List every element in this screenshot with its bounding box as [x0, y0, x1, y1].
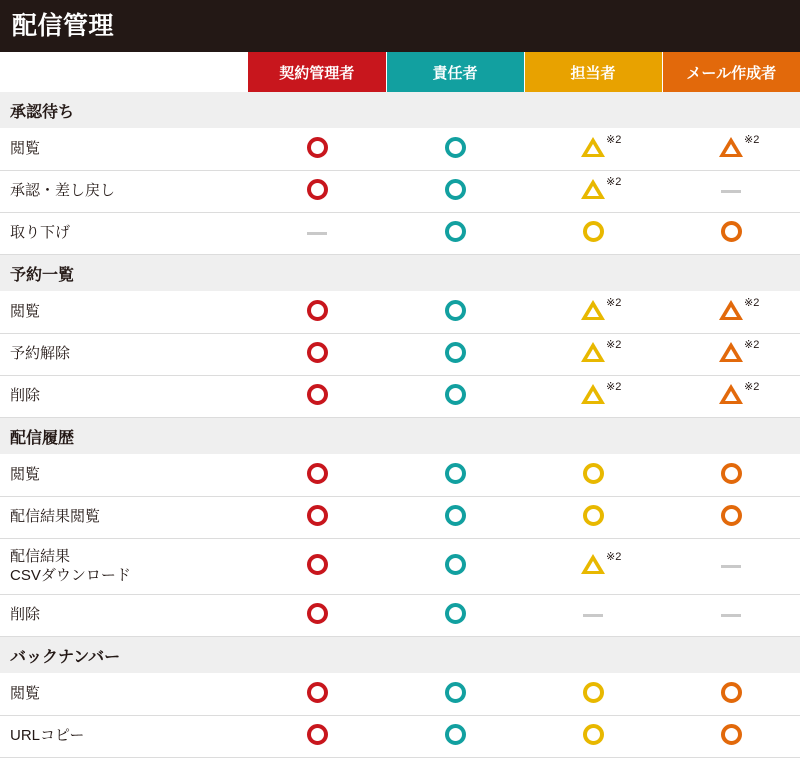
circle-icon [445, 603, 466, 624]
permission-mark [307, 384, 328, 409]
circle-icon [307, 463, 328, 484]
permission-mark [719, 381, 760, 408]
circle-icon [721, 682, 742, 703]
permission-mark [445, 724, 466, 749]
permission-cell [524, 716, 662, 758]
circle-icon [721, 505, 742, 526]
permission-mark [719, 297, 760, 324]
permission-mark [445, 137, 466, 162]
permission-cell [248, 292, 386, 334]
permission-mark [721, 221, 742, 246]
permission-mark [307, 724, 328, 749]
circle-icon [445, 554, 466, 575]
permission-mark [583, 221, 604, 246]
permission-mark [445, 554, 466, 579]
table-row [0, 334, 800, 376]
page-title: 配信管理 [12, 11, 115, 40]
circle-icon [307, 179, 328, 200]
permission-cell [662, 376, 800, 418]
permission-cell [248, 455, 386, 497]
permission-mark [307, 179, 328, 204]
footnote-marker: ※2 [606, 176, 622, 188]
circle-icon [307, 137, 328, 158]
permission-mark [721, 184, 741, 200]
permission-cell [662, 129, 800, 171]
permission-mark [721, 682, 742, 707]
permission-mark [721, 463, 742, 488]
table-row [0, 292, 800, 334]
permission-mark [581, 134, 622, 161]
circle-icon [721, 724, 742, 745]
permission-mark [445, 342, 466, 367]
table-row [0, 171, 800, 213]
permission-cell [248, 334, 386, 376]
circle-icon [445, 505, 466, 526]
circle-icon [445, 463, 466, 484]
section-title: 承認待ち [0, 92, 800, 129]
permission-cell [386, 455, 524, 497]
column-header-blank [0, 52, 248, 92]
permission-mark [445, 505, 466, 530]
permission-mark [307, 342, 328, 367]
circle-icon [445, 682, 466, 703]
permission-cell [248, 376, 386, 418]
permission-mark [583, 608, 603, 624]
permission-cell [386, 292, 524, 334]
permission-mark [581, 176, 622, 203]
permission-mark [445, 221, 466, 246]
permission-cell [524, 292, 662, 334]
circle-icon [445, 342, 466, 363]
permission-cell [386, 674, 524, 716]
table-header-row [0, 52, 800, 92]
permission-mark [583, 682, 604, 707]
circle-icon [445, 137, 466, 158]
row-label: 配信結果閲覧 [0, 497, 248, 539]
permission-cell [386, 213, 524, 255]
permission-cell [386, 595, 524, 637]
section-header-row [0, 255, 800, 292]
section-header-row [0, 418, 800, 455]
circle-icon [307, 682, 328, 703]
permission-cell [386, 129, 524, 171]
circle-icon [583, 463, 604, 484]
table-row [0, 376, 800, 418]
permission-cell [248, 171, 386, 213]
circle-icon [307, 603, 328, 624]
permission-cell [524, 674, 662, 716]
footnote-marker: ※2 [744, 134, 760, 146]
row-label: 配信結果 CSVダウンロード [0, 539, 248, 595]
triangle-icon [719, 342, 743, 362]
dash-icon [721, 614, 741, 617]
permission-mark [581, 551, 622, 578]
permission-cell [386, 376, 524, 418]
triangle-icon [581, 384, 605, 404]
permission-cell [524, 171, 662, 213]
permission-mark [445, 300, 466, 325]
permission-cell [248, 539, 386, 595]
footnote-marker: ※2 [744, 297, 760, 309]
permission-mark [583, 463, 604, 488]
section-title: 予約一覧 [0, 255, 800, 292]
triangle-icon [719, 384, 743, 404]
circle-icon [307, 554, 328, 575]
permission-mark [307, 300, 328, 325]
permission-mark [307, 554, 328, 579]
table-row [0, 674, 800, 716]
row-label: 閲覧 [0, 129, 248, 171]
permission-mark [445, 384, 466, 409]
permission-cell [524, 213, 662, 255]
column-header-manager: 責任者 [386, 52, 524, 92]
circle-icon [721, 221, 742, 242]
table-row [0, 213, 800, 255]
permission-cell [386, 171, 524, 213]
triangle-icon [719, 137, 743, 157]
permission-cell [662, 674, 800, 716]
permission-mark [583, 724, 604, 749]
permission-mark [721, 505, 742, 530]
circle-icon [721, 463, 742, 484]
footnote-marker: ※2 [744, 381, 760, 393]
permission-cell [662, 455, 800, 497]
circle-icon [583, 682, 604, 703]
permission-matrix-table [0, 52, 800, 758]
dash-icon [721, 190, 741, 193]
permission-mark [307, 463, 328, 488]
row-label: 予約解除 [0, 334, 248, 376]
column-header-contract-admin: 契約管理者 [248, 52, 386, 92]
row-label: 削除 [0, 595, 248, 637]
permission-cell [386, 539, 524, 595]
footnote-marker: ※2 [744, 339, 760, 351]
permission-cell [248, 497, 386, 539]
column-header-mail-creator: メール作成者 [662, 52, 800, 92]
section-title: 配信履歴 [0, 418, 800, 455]
permission-mark [307, 603, 328, 628]
circle-icon [445, 221, 466, 242]
permission-mark [719, 134, 760, 161]
row-label: 削除 [0, 376, 248, 418]
footnote-marker: ※2 [606, 297, 622, 309]
dash-icon [721, 565, 741, 568]
permission-cell [386, 497, 524, 539]
permission-cell [524, 455, 662, 497]
circle-icon [583, 505, 604, 526]
triangle-icon [581, 137, 605, 157]
permission-cell [662, 595, 800, 637]
table-header [0, 52, 800, 92]
permission-cell [662, 171, 800, 213]
permission-cell [524, 595, 662, 637]
permission-cell [662, 716, 800, 758]
permission-cell [524, 497, 662, 539]
circle-icon [307, 724, 328, 745]
triangle-icon [581, 300, 605, 320]
permission-mark [307, 505, 328, 530]
table-row [0, 455, 800, 497]
circle-icon [445, 724, 466, 745]
permission-mark [445, 179, 466, 204]
dash-icon [307, 232, 327, 235]
permission-cell [662, 292, 800, 334]
footnote-marker: ※2 [606, 339, 622, 351]
permission-cell [386, 716, 524, 758]
permission-mark [719, 339, 760, 366]
row-label: 閲覧 [0, 292, 248, 334]
permission-cell [248, 129, 386, 171]
table-row [0, 595, 800, 637]
circle-icon [307, 342, 328, 363]
row-label: 承認・差し戻し [0, 171, 248, 213]
circle-icon [307, 384, 328, 405]
triangle-icon [581, 179, 605, 199]
table-row [0, 539, 800, 595]
row-label: 閲覧 [0, 674, 248, 716]
footnote-marker: ※2 [606, 134, 622, 146]
permission-cell [662, 539, 800, 595]
permission-mark [445, 603, 466, 628]
permission-cell [662, 213, 800, 255]
permission-cell [524, 129, 662, 171]
permission-cell [248, 674, 386, 716]
permission-mark [721, 724, 742, 749]
permission-cell [248, 595, 386, 637]
permission-cell [524, 539, 662, 595]
circle-icon [307, 300, 328, 321]
row-label: URLコピー [0, 716, 248, 758]
permission-cell [386, 334, 524, 376]
table-row [0, 497, 800, 539]
footnote-marker: ※2 [606, 551, 622, 563]
permission-mark [445, 682, 466, 707]
section-header-row [0, 92, 800, 129]
row-label: 取り下げ [0, 213, 248, 255]
section-header-row [0, 637, 800, 674]
permission-mark [721, 608, 741, 624]
permission-cell [524, 334, 662, 376]
permission-mark [581, 297, 622, 324]
permission-cell [248, 213, 386, 255]
triangle-icon [581, 342, 605, 362]
circle-icon [445, 384, 466, 405]
circle-icon [583, 221, 604, 242]
row-label: 閲覧 [0, 455, 248, 497]
circle-icon [445, 179, 466, 200]
table-row [0, 716, 800, 758]
circle-icon [307, 505, 328, 526]
permission-cell [524, 376, 662, 418]
table-body [0, 92, 800, 758]
permission-cell [662, 497, 800, 539]
triangle-icon [581, 554, 605, 574]
permission-mark [581, 339, 622, 366]
permission-mark [581, 381, 622, 408]
permission-mark [307, 226, 327, 242]
dash-icon [583, 614, 603, 617]
section-title: バックナンバー [0, 637, 800, 674]
circle-icon [583, 724, 604, 745]
permission-cell [662, 334, 800, 376]
circle-icon [445, 300, 466, 321]
permission-mark [721, 559, 741, 575]
footnote-marker: ※2 [606, 381, 622, 393]
column-header-staff: 担当者 [524, 52, 662, 92]
permission-mark [307, 682, 328, 707]
permission-cell [248, 716, 386, 758]
triangle-icon [719, 300, 743, 320]
table-row [0, 129, 800, 171]
permission-mark [583, 505, 604, 530]
page-titlebar [0, 0, 800, 52]
permission-mark [307, 137, 328, 162]
permission-mark [445, 463, 466, 488]
